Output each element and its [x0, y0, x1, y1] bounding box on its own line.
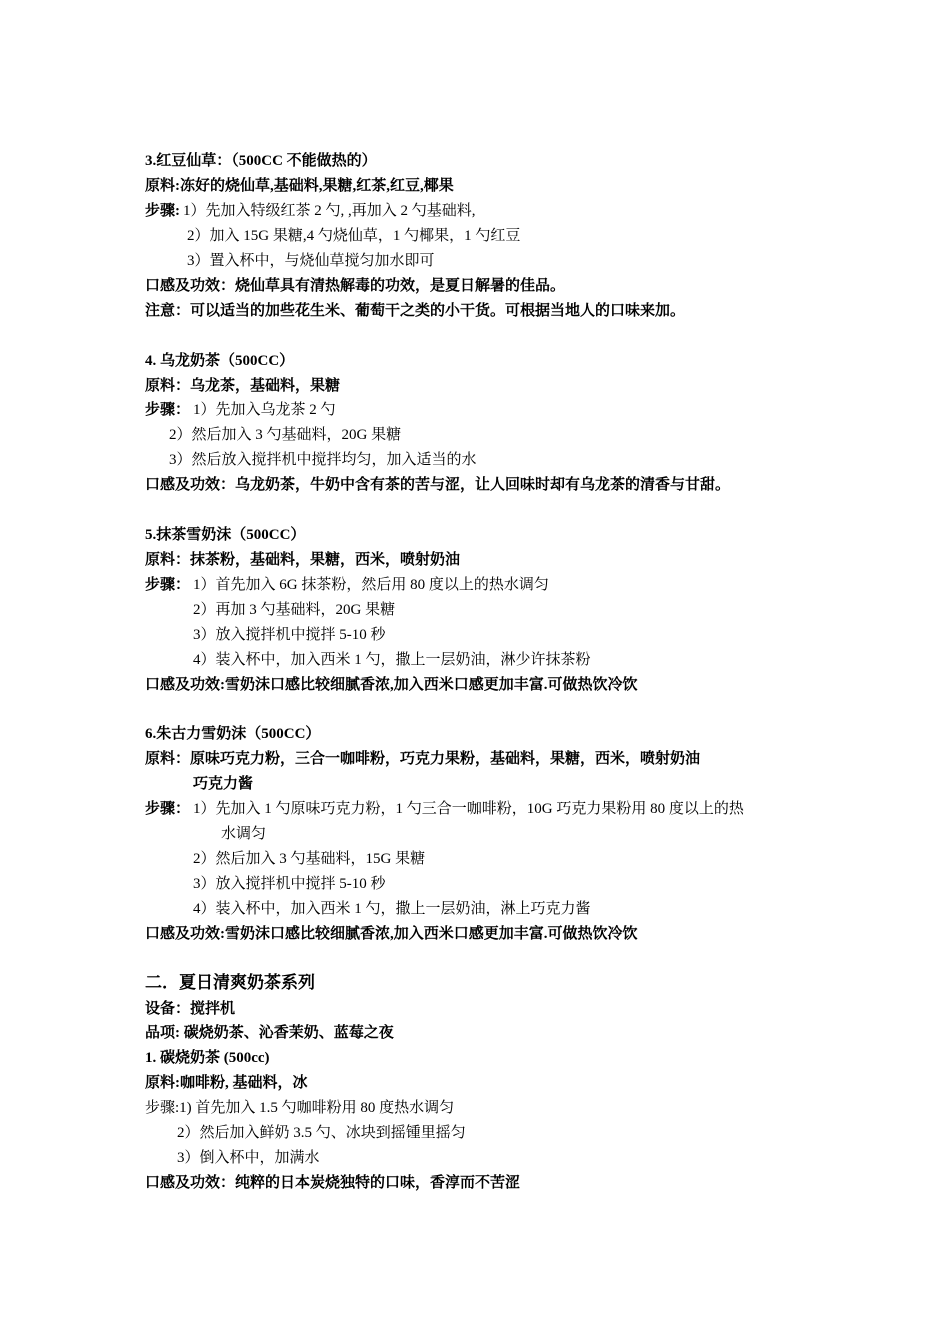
recipe-5-step-2: 2）再加 3 勺基础料，20G 果糖 [193, 602, 396, 618]
recipe-4-steps-label: 步骤： [145, 402, 191, 418]
recipe-charcoal-title: 1. 碳烧奶茶 (500cc) [145, 1050, 270, 1066]
recipe-4-title: 4. 乌龙奶茶（500CC） [145, 353, 295, 369]
recipe-3-step-3: 3）置入杯中，与烧仙草搅匀加水即可 [187, 253, 435, 269]
section-2-equipment: 设备：搅拌机 [145, 1001, 236, 1017]
recipe-4-step-3: 3）然后放入搅拌机中搅拌均匀，加入适当的水 [169, 452, 477, 468]
recipe-6-steps-label: 步骤： [145, 801, 191, 817]
recipe-3-note: 注意：可以适当的加些花生米、葡萄干之类的小干货。可根据当地人的口味来加。 [145, 303, 686, 319]
recipe-6-step-1-cont: 水调匀 [221, 826, 267, 842]
section-2-heading: 二．夏日清爽奶茶系列 [145, 973, 315, 992]
recipe-3-step-1: 1）先加入特级红茶 2 勺, ,再加入 2 勺基础料, [183, 203, 476, 219]
recipe-4-ingredients: 原料：乌龙茶，基础料，果糖 [145, 378, 341, 394]
recipe-6-ingredients: 原料：原味巧克力粉，三合一咖啡粉，巧克力果粉，基础料，果糖，西米，喷射奶油 [145, 751, 701, 767]
recipe-charcoal-ingredients: 原料:咖啡粉, 基础料，冰 [145, 1075, 308, 1091]
recipe-4-step-1: 1）先加入乌龙茶 2 勺 [193, 402, 336, 418]
recipe-5-step-4: 4）装入杯中，加入西米 1 勺，撒上一层奶油，淋少许抹茶粉 [193, 652, 591, 668]
recipe-5-step-3: 3）放入搅拌机中搅拌 5-10 秒 [193, 627, 386, 643]
recipe-5-ingredients: 原料：抹茶粉，基础料，果糖，西米，喷射奶油 [145, 552, 461, 568]
recipe-6-step-2: 2）然后加入 3 勺基础料，15G 果糖 [193, 851, 426, 867]
recipe-6-step-1: 1）先加入 1 勺原味巧克力粉，1 勺三合一咖啡粉，10G 巧克力果粉用 80 度以上的热 [193, 801, 744, 817]
recipe-3-effect: 口感及功效：烧仙草具有清热解毒的功效，是夏日解暑的佳品。 [145, 278, 566, 294]
recipe-5-title: 5.抹茶雪奶沫（500CC） [145, 527, 306, 543]
recipe-4-effect: 口感及功效：乌龙奶茶，牛奶中含有茶的苦与涩，让人回味时却有乌龙茶的清香与甘甜。 [145, 477, 731, 493]
recipe-4-step-2: 2）然后加入 3 勺基础料，20G 果糖 [169, 427, 402, 443]
recipe-6-ingredients-cont: 巧克力酱 [193, 776, 254, 792]
recipe-6-step-3: 3）放入搅拌机中搅拌 5-10 秒 [193, 876, 386, 892]
recipe-5-effect: 口感及功效:雪奶沫口感比较细腻香浓,加入西米口感更加丰富.可做热饮冷饮 [145, 677, 638, 693]
recipe-charcoal-step-1: 步骤:1) 首先加入 1.5 勺咖啡粉用 80 度热水调匀 [145, 1100, 455, 1116]
recipe-3-title: 3.红豆仙草：（500CC 不能做热的） [145, 153, 377, 169]
recipe-3-step-2: 2）加入 15G 果糖,4 勺烧仙草，1 勺椰果，1 勺红豆 [187, 228, 521, 244]
recipe-charcoal-step-2: 2）然后加入鲜奶 3.5 勺、冰块到摇锺里摇匀 [177, 1125, 466, 1141]
recipe-3-ingredients: 原料:冻好的烧仙草,基础料,果糖,红茶,红豆,椰果 [145, 178, 454, 194]
recipe-charcoal-effect: 口感及功效：纯粹的日本炭烧独特的口味，香淳而不苦涩 [145, 1175, 521, 1191]
recipe-charcoal-step-3: 3）倒入杯中，加满水 [177, 1150, 320, 1166]
recipe-6-effect: 口感及功效:雪奶沫口感比较细腻香浓,加入西米口感更加丰富.可做热饮冷饮 [145, 926, 638, 942]
recipe-5-steps-label: 步骤： [145, 577, 191, 593]
recipe-3-steps-label: 步骤: [145, 203, 180, 219]
section-2-items: 品项: 碳烧奶茶、沁香茉奶、蓝莓之夜 [145, 1025, 394, 1041]
recipe-6-step-4: 4）装入杯中，加入西米 1 勺，撒上一层奶油，淋上巧克力酱 [193, 901, 591, 917]
recipe-5-step-1: 1）首先加入 6G 抹茶粉，然后用 80 度以上的热水调匀 [193, 577, 549, 593]
recipe-6-title: 6.朱古力雪奶沫（500CC） [145, 726, 321, 742]
